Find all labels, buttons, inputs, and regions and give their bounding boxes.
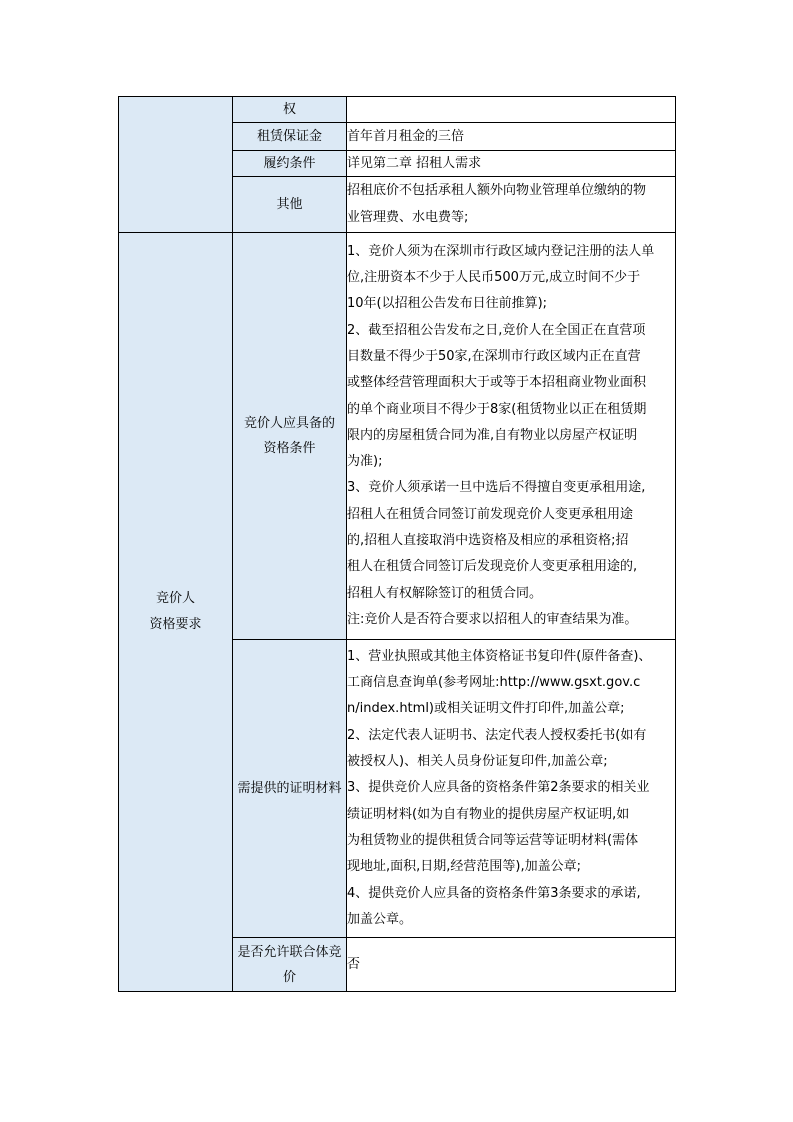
row-value: 详见第二章 招租人需求	[347, 151, 676, 177]
text-line: 位,注册资本不少于人民币500万元,成立时间不少于	[347, 270, 641, 286]
label-line: 是否允许联合体竞	[237, 944, 342, 960]
group-cell-empty	[119, 97, 233, 233]
row-value	[347, 97, 676, 123]
text-line: 1、竞价人须为在深圳市行政区域内登记注册的法人单	[347, 243, 655, 259]
text-line: 为准);	[347, 454, 383, 470]
text-line: 招租人在租赁合同签订前发现竞价人变更承租用途	[347, 506, 634, 522]
table-row	[119, 233, 676, 640]
text-line: 2、截至招租公告发布之日,竞价人在全国正在直营项	[347, 322, 646, 338]
row-value	[347, 177, 676, 233]
text-line: 现地址,面积,日期,经营范围等),加盖公章;	[347, 859, 581, 875]
qualification-label	[233, 233, 347, 640]
text-line: 限内的房屋租赁合同为准,自有物业以房屋产权证明	[347, 427, 638, 443]
qualification-text	[347, 233, 676, 640]
text-line: 注:竞价人是否符合要求以招租人的审查结果为准。	[347, 611, 638, 627]
text-line: 4、提供竞价人应具备的资格条件第3条要求的承诺,	[347, 885, 641, 901]
text-line: 3、提供竞价人应具备的资格条件第2条要求的相关业	[347, 780, 650, 796]
materials-label: 需提供的证明材料	[233, 640, 347, 938]
row-label: 履约条件	[233, 151, 347, 177]
group-label-line: 资格要求	[149, 617, 202, 632]
text-line: 3、竞价人须承诺一旦中选后不得擅自变更承租用途,	[347, 480, 646, 496]
label-line: 竞价人应具备的	[243, 416, 335, 431]
text-line: 1、营业执照或其他主体资格证书复印件(原件备查)、	[347, 648, 652, 664]
consortium-value: 否	[347, 938, 676, 992]
label-line: 价	[282, 969, 296, 985]
table-row	[119, 97, 676, 123]
materials-text	[347, 640, 676, 938]
text-line: 业管理费、水电费等;	[347, 209, 469, 225]
text-line: 或整体经营管理面积大于或等于本招租商业物业面积	[347, 375, 647, 391]
text-line: 招租底价不包括承租人额外向物业管理单位缴纳的物	[347, 183, 647, 199]
text-line: 工商信息查询单(参考网址:http://www.gsxt.gov.c	[347, 675, 641, 691]
text-line: 10年(以招租公告发布日往前推算);	[347, 296, 548, 312]
text-line: 被授权人)、相关人员身份证复印件,加盖公章;	[347, 754, 608, 770]
text-line: 2、法定代表人证明书、法定代表人授权委托书(如有	[347, 727, 647, 743]
label-line: 资格条件	[263, 441, 316, 456]
text-line: 为租赁物业的提供租赁合同等运营等证明材料(需体	[347, 832, 639, 848]
row-value: 首年首月租金的三倍	[347, 123, 676, 151]
text-line: 的,招租人直接取消中选资格及相应的承租资格;招	[347, 533, 629, 549]
row-label: 其他	[233, 177, 347, 233]
group-label	[119, 233, 233, 992]
group-label-line: 竞价人	[155, 591, 195, 606]
text-line: 的单个商业项目不得少于8家(租赁物业以正在租赁期	[347, 401, 647, 417]
text-line: 加盖公章。	[347, 911, 413, 927]
text-line: n/index.html)或相关证明文件打印件,加盖公章;	[347, 701, 625, 717]
bidding-requirements-table	[118, 96, 676, 992]
row-label: 租赁保证金	[233, 123, 347, 151]
text-line: 目数量不得少于50家,在深圳市行政区域内正在直营	[347, 348, 641, 364]
row-label: 权	[233, 97, 347, 123]
text-line: 招租人有权解除签订的租赁合同。	[347, 585, 543, 601]
consortium-label	[233, 938, 347, 992]
text-line: 租人在租赁合同签订后发现竞价人变更承租用途的,	[347, 559, 638, 575]
text-line: 绩证明材料(如为自有物业的提供房屋产权证明,如	[347, 806, 630, 822]
